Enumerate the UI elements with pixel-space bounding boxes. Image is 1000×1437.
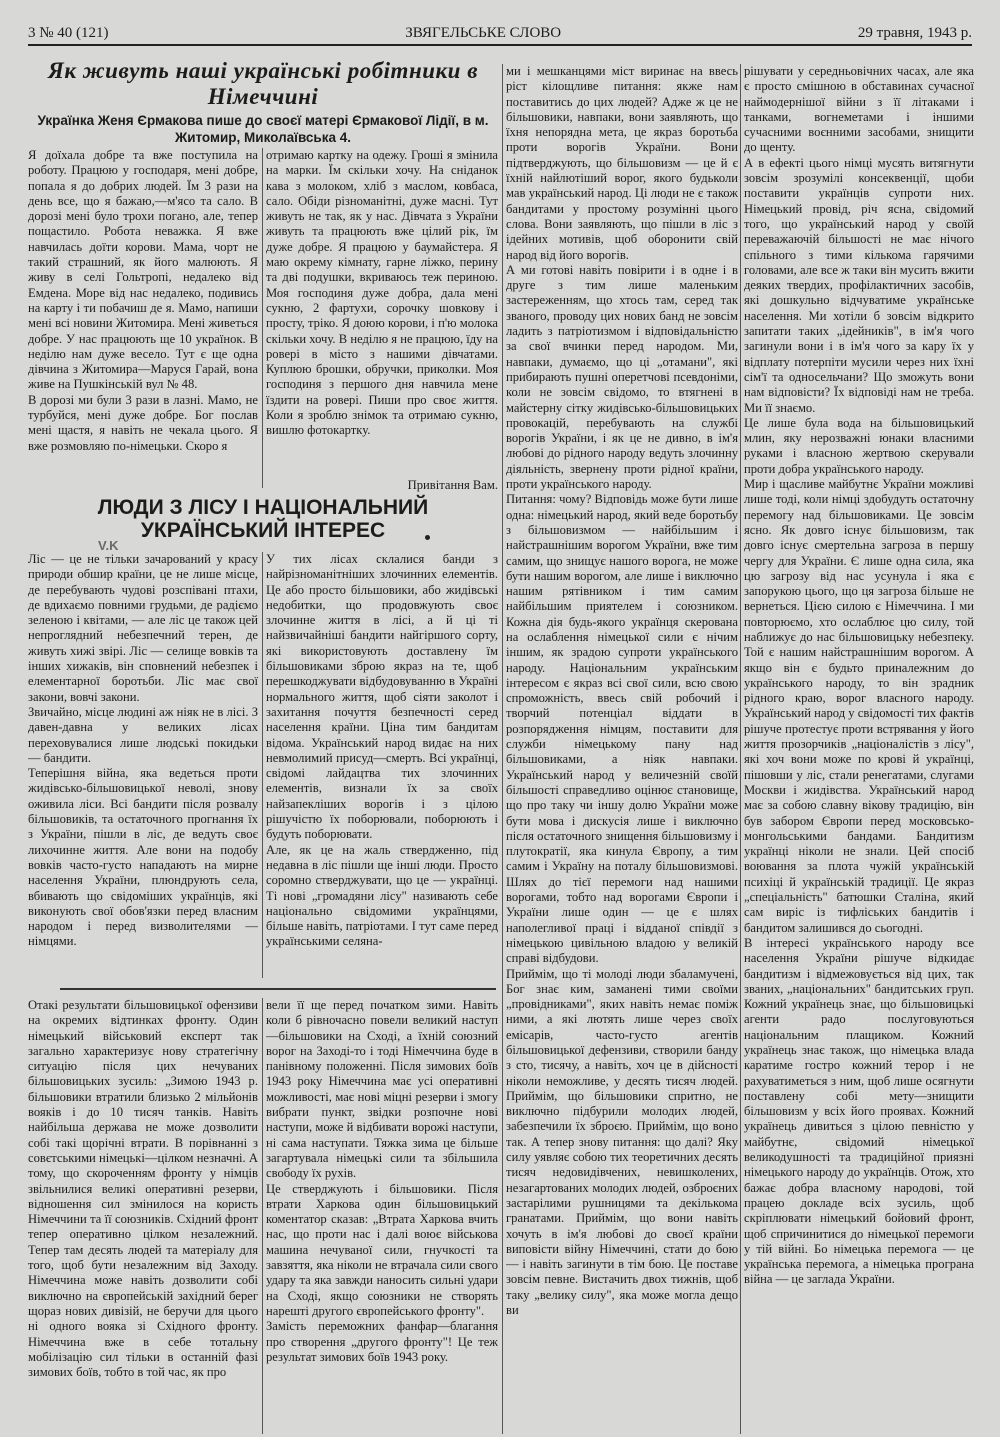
article-1-title: Як живуть наші українські робітники в Німеччині — [48, 58, 478, 109]
issue-date: 29 травня, 1943 р. — [857, 25, 972, 41]
article-3-column-2: вели її ще перед початком зими. Навіть коли б рівночасно повели великий наступ—більшовики на Сході, а їхній союзний ворог на Заході-то і тоді Німеччина буде в панівному положенні. Після зимових боїв 1943 року Німеччина має усі оперативні можливості, має нові міцні резерви і змогу вибрати пункт, звідки розпочне нові наступи, може й відбивати ворожі наступи, ні сама наступати. Тяжка зима це більше загартувала німецькі сили та збільшила свободу їх рухів. Це стверджують і більшовики. Після втрати Харкова один більшовицький коментатор сказав: „Втрата Харкова вчить нас, що проти нас і далі воює військова машина нечуваної сили, гнучкості та завзяття, яка ніколи не втрачала сили свого удару та яка завжди наносить сильні удари на Сході, якщо союзники не створять нарешті другого європейського фронту". Замість переможних фанфар—благання про створення „другого фронту"! Це теж результат зимових боїв 1943 року. — [266, 998, 498, 1364]
column-divider — [740, 64, 741, 1434]
article-1-byline: Українка Женя Єрмакова пише до своєї матері Єрмакової Лідії, в м. Житомир, Миколаївська 4. — [37, 113, 489, 145]
newspaper-name: ЗВЯГЕЛЬСЬКЕ СЛОВО — [405, 25, 562, 41]
article-2-column-4: рішувати у середньовічних часах, але яка є просто смішною в обставинах сучасної наймодернішої війни з її літаками і танками, вогнеметами і іншими сучасними воєнними засобами, знищити до щенту. А в ефекті цього німці мусять витягнути зовсім зрозумілі консеквенції, щоби поставити українців супроти них. Німецький провід, річ ясна, свідомий того, що український народ у своїй переважаючій більшості не має нічого спільного з тими кількома гарячими головами, але все ж таки він мусить вжити деяких твердих, профілактичних засобів, які дошкульно відчуватиме українське населення. Ми хотіли б зовсім відкрито запитати таких „ідейників", в ім'я чого загинули вони і в ім'я чого за кару їх у відплату потерпіти мусили через них їхні сім'ї та односельчани? Що зможуть вони нам відповісти? Їх відповіді нам не треба. Ми її знаємо. Це лише була вода на більшовицький млин, яку нерозважні юнаки власними руками і власною жертвою скерували проти добра українського народу. Мир і щасливе майбутнє України можливі лише тоді, коли німці здобудуть остаточну перемогу над більшовиками. Це зовсім ясно. Як довго існує більшовизм, так довго існує смертельна загроза в першу чергу для України. Є лише одна сила, яка цю загрозу від нас усунула і яка є запорукою цього, що ця загроза більше не вернеться. Цією силою є Німеччина. І ми повторюємо, хто ослаблює цю силу, той наближує до нас більшовицьку небезпеку. Той є нашим найстрашнішим ворогом. А якщо він є будьто приналежним до українського народу, то він зрадник рідного краю, ворог власного народу. Український народ у свідомості тих фактів рішуче протестує проти встрявання у його життя прозорчиків „націоналістів з лісу", які хоч вони може по крові й українці, пішовши у ліс, стали ренегатами, слугами Москви і жидівства. Український народ має за собою славну вікову традицію, він був забором Європи перед московсько-монгольськими бандами. Бандитизм українці ніколи не знали. Цей спосіб воювання за плота чужій українській психіці й українській традиції. Це якраз „спеціальність" батюшки Сталіна, який сам виріс із тифліських бандитів і бандитом залишився до сьогодні. В інтересі українського народу все населення України рішуче відкидає бандитизм і відмежовується від цих, так званих, „національних" бандитських груп. Кожний українець знає, що більшовицькі агенти радо послуговуються національним плащиком. Кожний українець знає також, що німецька влада каратиме гостро кожний терор і не рахуватиметься з ним, щоб лише осягнути поставлену собі мету—знищити більшовизм у всіх його проявах. Кожний українець дивиться з цілою певністю у майбутнє, свідомий німецької великодушності та традиційної приязні німецького народу до українців. Отож, хто бажає добра власному народові, той працею докладе всіх зусиль, щоб скріплювати німецький бойовий фронт, щоб спричинитися до німецької перемоги у тій війні. Бо німецька перемога — це українська перемога, а німецька програна війна — це заглада України. — [744, 64, 974, 1287]
article-2-column-1: Ліс — це не тільки зачарований у красу природи обшир країни, це не лише місце, де перебувають чудові розспівані птахи, де вдихаємо повними грудьми, де радіємо зеленою і квітами, — але ліс це також цей непроглядний небезпечний терен, де живуть хижі звірі. Ліс — селище вовків та інших хижаків, він сповнений небезпек і елементарної боротьби. Ліс має свої закони, вовчі закони. Звичайно, місце людині аж ніяк не в лісі. З давен-давна у великих лісах переховувалися лише людські покидьки — бандити. Теперішня війна, яка ведеться проти жидівсько-більшовицької неволі, знову оживила ліси. Всі бандити після розвалу більшовиків, та остаточного прогнання їх з України, пішли в ліс, де ведуть своє лихочинне життя. Але вони на подобу вовків часто-густо нападають на мирне населення України, плюндрують села, вбивають що свідоміших українців, які виконують свої обов'язки перед власним народом і перед визволителями — німцями. — [28, 552, 258, 949]
article-2-column-2: У тих лісах склалися банди з найрізноманітніших злочинних елементів. Це або просто більшовики, або жидівські недобитки, що продовжують своє злочинне життя в лісі, а й ці ті найзвичайніші бандити найгіршого сорту, які використовують доставлену їм більшовиками зброю якраз на те, щоб перешкоджувати відбудовуванню в Україні нормального життя, щоб сіяти заколот і захитання почуття безпечності серед населення країни. Ціна тим бандитам відома. Український народ видає на них невмолимий присуд—смерть. Всі українці, свідомі лайдацтва тих злочинних елементів, визнали їх за своїх найзапекліших ворогів і з цілою рішучістю їх поборювали, поборюють і будуть поборювати. Але, як це на жаль ствердженно, під недавна в ліс пішли ще інші люди. Просто соромно стверджувати, що це — українці. Ті нові „громадяни лісу" називають себе національно свідомими українцями, більше навіть, патріотами. І тут саме перед українськими селяна- — [266, 552, 498, 949]
masthead — [28, 20, 972, 46]
article-2-column-3: ми і мешканцями міст виринає на ввесь ріст кілощливе питання: якже нам поставитись до цих людей? Адже ж це не більшовики, навпаки, вони заявляють, що їхня непорядна мета, це якраз боротьба проти ворогів України. Вони підтверджують, що більшовизм — це й є їхній найлютіший ворог, якого будьколи мав український народ. Ці люди не є також бандитами у простому розумінні цього слова. Вони заявляють, що пішли в ліс з ідейних мотивів, щоб оборонити свій народ від його ворогів. А ми готові навіть повірити і в одне і в друге з тим лише маленьким застереженням, що хтось там, серед так званого, проводу цих нових банд не зовсім ладить з патріотизмом і відповідальністю за свої вчинки перед народом. Ми, навпаки, думаємо, що ці „отамани", які прибирають пушні оперетчові псевдоніми, коли не зовсім свідомо, то втягнені в майстерну сітку жидівсько-більшовицьких провокацій, перебувають на службі ворогів України, і як це не дивно, в ім'я любові до рідного народу ведуть злочинну діяльність, звернену проти рідної країни, проти українського народу. Питання: чому? Відповідь може бути лише одна: німецький народ, який веде боротьбу з більшовизмом — найбільшим і найстрашнішим ворогом України, вже тим самим, що знищує нашого ворога, не може бути нашим ворогом, але лише і виключно нашим рятівником і тим самим найбільшим приятелем і союзником. Кожна дія будь-якого українця скерована на ослаблення німецької сили є нічим іншим, як зрадою супроти українського народу. Національним українським інтересом є якраз всі свої сили, всю свою спроможність, ввесь свій робочий і творчий потенціал віддати в розпорядження німцям, поставити для служби німецькому пану над більшовиками, а ніяк навпаки. Український народ у величезній своїй більшості справедливо оцінює становище, що про таку чи іншу долю України може бути мова і дискусія лише і виключно після остаточного знищення більшовизму і плутократії, яка кинула Європу, а тим самим і Україну на поталу більшовизмові. Шлях до тієї перемоги над нашими ворогами, тобто над ворогами Європи і України лише один — це є шлях наполегливої праці і відданої співдії з німецькою цивільною владою у великій справі відбудови. Приймім, що ті молоді люди збаламучені, Бог знає ким, заманені тими своїми „провідниками", яких навіть немає поміж ними, а які лютять лише через своїх емісарів, часто-густо агентів більшовицької дефензиви, створили банду з сто, тисячу, а навіть, хоч це в дійсності ніколи неможливе, у десять тисяч людей. Приймім, що більшовики спритно, не виключно підбурили молодих людей, забезпечили їх зброєю. Приймім, що воно так. А тепер знову питання: що далі? Яку силу уявляє собою тих теоретичних десять тисяч недовидівчених, невишколених, незагартованих молодих людей, озброєних застарілими рушницями та декількома гранатами. Приймім, що вони навіть хочуть в ім'я любові до своєї країни виповісти війну Німеччині, стати до бою — і навіть загинути в тім бою. Це поставе зовсім певне. Вистачить двох тижнів, щоб таку „велику силу", яка може могла дещо ви — [506, 64, 738, 1318]
column-divider — [262, 148, 263, 488]
column-divider — [262, 998, 263, 1434]
ink-dot — [425, 535, 430, 540]
article-2-title: ЛЮДИ З ЛІСУ І НАЦІОНАЛЬНИЙ УКРАЇНСЬКИЙ ІНТЕРЕС — [97, 496, 429, 542]
article-3-column-1: Отакі результати більшовицької офензиви на окремих відтинках фронту. Один німецький військовий експерт так загально характеризує нову стратегічну ситуацію після цих нечуваних більшовицьких зусиль: „Зимою 1943 р. більшовики втратили близько 2 мільйонів вояків і до 10 тисяч танків. Навіть найбільша держава не може дозволити собі такі щорічні втрати. В порівнанні з совєтськими німецькі—цілком незначні. А тому, що скороченням фронту у німців звільнилися великі оперативні резерви, відношення сил змінилося на користь Німеччини та її союзників. Східний фронт тепер оперативно цілком незалежний. Тепер там десять людей та матеріалу для того, щоб бути незалежним від Заходу. Німеччина може навіть дозволити собі виключно на європейській західний берег щораз нових дивізій, не беручи для цього ні одного вояка зі Східного фронту. Німеччина вже в себе тотальну мобілізацію сил тільки в останній фазі зимових боїв, тобто в той час, як про — [28, 998, 258, 1380]
issue-number: 3 № 40 (121) — [28, 25, 109, 41]
article-1-signature: Привітання Вам. — [407, 478, 498, 492]
article-1-column-1: Я доїхала добре та вже поступила на роботу. Працюю у господаря, мені добре, попала я до добрих людей. Їм 3 рази на день все, що я бажаю,—м'ясо та сало. В дорозі мені було трохи погано, але, тепер пощастило. Робота неважка. Я вже навчилась доїти корови. Мама, чорт не такий страшний, як його малюють. Я живу в селі Гольтропі, недалеко від Емдена. Море від нас недалеко, подивись на карту і ти побачиш де я. Мамо, напиши мені всі новини Житомира. Мені живеться добре. У нас працюють ще 10 українок. В неділю нам дуже весело. Тут є ще одна дівчина з Житомира—Маруся Гарай, вона живе на Пушкінській вул № 48. В дорозі ми були 3 рази в лазні. Мамо, не турбуйся, мені дуже добре. Бог послав мені щастя, я навіть не чекала цього. Я вже розмовляю по-німецьки. Скоро я — [28, 148, 258, 453]
ink-stamp-mark: V.K — [98, 538, 119, 553]
column-divider — [502, 64, 503, 1434]
article-1-column-2: отримаю картку на одежу. Гроші я змінила на марки. Їм скільки хочу. На сніданок кава з молоком, хліб з маслом, ковбаса, сало. Обіди різноманітні, дуже масні. Тут живуть не так, як у нас. Дівчата з України живуть та працюють вже цілий рік, їм дуже добре. Я працюю у баумайстера. Я маю окрему кімнату, гарне ліжко, перину та дві подушки, вкриваюсь теж периною. Моя господиня дуже добра, дала мені сукню, 2 фартухи, сорочку шовкову і просту, тріко. Я доюю корови, і п'ю молока скільки хочу. В неділю я не працюю, їду на ровері в місто з нашими дівчатами. Куплюю брошки, обручки, приколки. Моя господиня з першого дня навчила мене їздити на ровері. Пиши про своє життя. Коли я зроблю знімок та отримаю сукню, вишлю фотокартку. — [266, 148, 498, 438]
section-rule — [60, 988, 496, 990]
column-divider — [262, 552, 263, 978]
